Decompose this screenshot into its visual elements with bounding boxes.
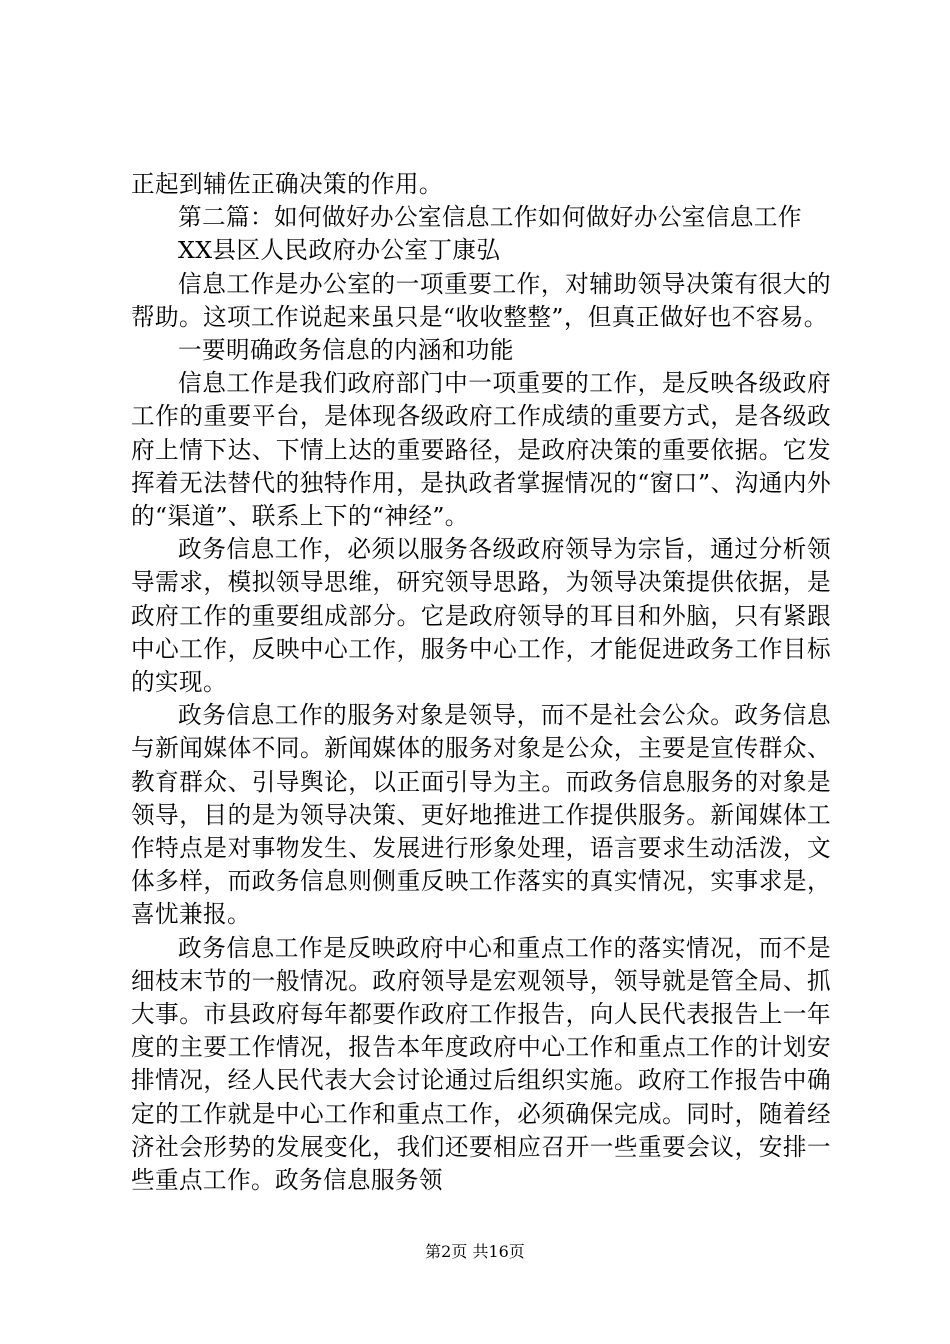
document-body bbox=[131, 168, 831, 1197]
paragraph-intro: 信息工作是办公室的一项重要工作，对辅助领导决策有很大的帮助。这项工作说起来虽只是“收收整整”，但真正做好也不容易。 bbox=[131, 269, 831, 331]
paragraph: 政务信息工作，必须以服务各级政府领导为宗旨，通过分析领导需求，模拟领导思维，研究领导思路，为领导决策提供依据，是政府工作的重要组成部分。它是政府领导的耳目和外脑，只有紧跟中心工作，反映中心工作，服务中心工作，才能促进政务工作目标的实现。 bbox=[131, 535, 831, 697]
paragraph: 政务信息工作的服务对象是领导，而不是社会公众。政务信息与新闻媒体不同。新闻媒体的服务对象是公众，主要是宣传群众、教育群众、引导舆论，以正面引导为主。而政务信息服务的对象是领导，目的是为领导决策、更好地推进工作提供服务。新闻媒体工作特点是对事物发生、发展进行形象处理，语言要求生动活泼，文体多样，而政务信息则侧重反映工作落实的真实情况，实事求是，喜忧兼报。 bbox=[131, 701, 831, 929]
page-footer bbox=[0, 1242, 950, 1262]
paragraph: 信息工作是我们政府部门中一项重要的工作，是反映各级政府工作的重要平台，是体现各级政府工作成绩的重要方式，是各级政府上情下达、下情上达的重要路径，是政府决策的重要依据。它发挥着无法替代的独特作用，是执政者掌握情况的“窗口”、沟通内外的“渠道”、联系上下的“神经”。 bbox=[131, 369, 831, 531]
paragraph-continuation: 正起到辅佐正确决策的作用。 bbox=[131, 170, 443, 198]
page-number: 第2页 共16页 bbox=[425, 1242, 525, 1261]
section-title: 第二篇：如何做好办公室信息工作如何做好办公室信息工作 bbox=[178, 203, 802, 232]
author-line: XX县区人民政府办公室丁康弘 bbox=[178, 236, 501, 265]
subheading: 一要明确政务信息的内涵和功能 bbox=[178, 336, 514, 365]
paragraph: 政务信息工作是反映政府中心和重点工作的落实情况，而不是细枝末节的一般情况。政府领导是宏观领导，领导就是管全局、抓大事。市县政府每年都要作政府工作报告，向人民代表报告上一年度的主要工作情况，报告本年度政府中心工作和重点工作的计划安排情况，经人民代表大会讨论通过后组织实施。政府工作报告中确定的工作就是中心工作和重点工作，必须确保完成。同时，随着经济社会形势的发展变化，我们还要相应召开一些重要会议，安排一些重点工作。政务信息服务领 bbox=[131, 933, 831, 1195]
